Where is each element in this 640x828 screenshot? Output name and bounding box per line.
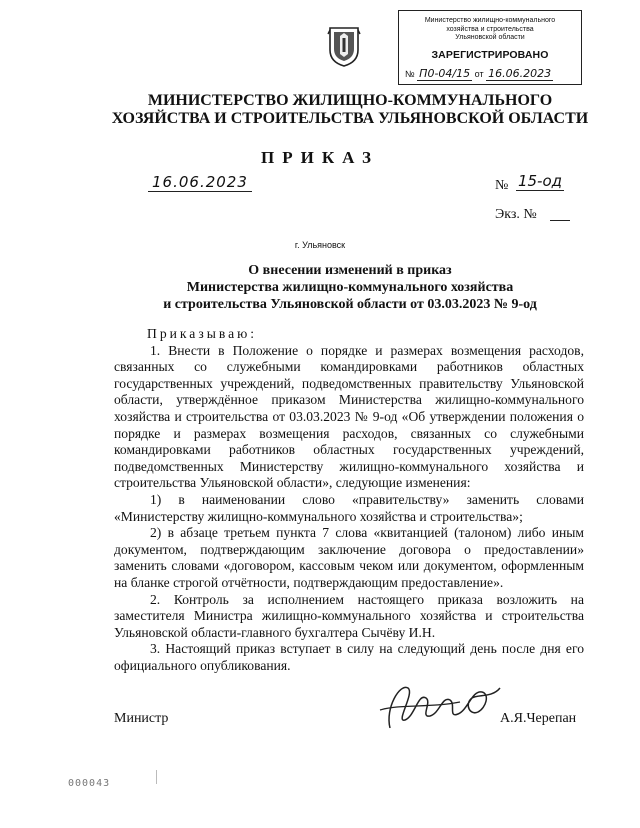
paragraph-1-item-2: 2) в абзаце третьем пункта 7 слова «квитанцией (талоном) либо иным документом, подтверждающим заключение договора о предоставлении» заменить словами «договором, кассовым чеком или документом, оформленным на бланке строгой отчётности, подтверждающим предоставление». (114, 525, 584, 590)
paragraph-1-item-1: 1) в наименовании слово «правительству» заменить словами «Министерству жилищно-коммунального хозяйства и строительства»; (114, 491, 584, 524)
paragraph-2: 2. Контроль за исполнением настоящего приказа возложить на заместителя Министра жилищно-коммунального хозяйства и строительства Ульяновской области-главного бухгалтера Сычёву И.Н. (114, 591, 584, 640)
copy-number-blank (550, 220, 570, 221)
ministry-title: МИНИСТЕРСТВО ЖИЛИЩНО-КОММУНАЛЬНОГО ХОЗЯЙСТВА И СТРОИТЕЛЬСТВА УЛЬЯНОВСКОЙ ОБЛАСТИ (111, 92, 589, 127)
stamp-date: 16.06.2023 (488, 67, 552, 80)
city: г. Ульяновск (294, 240, 346, 250)
order-body (114, 326, 584, 674)
handwritten-signature (360, 668, 510, 738)
signatory-name: А.Я.Черепан (500, 711, 577, 726)
order-subject: О внесении изменений в приказ Министерства жилищно-коммунального хозяйства и строительства Ульяновской области от 03.03.2023 № 9-од (163, 263, 537, 312)
copy-number-label: Экз. № (495, 207, 537, 222)
stamp-organization: Министерство жилищно-коммунального хозяйства и строительства Ульяновской области (424, 17, 556, 42)
coat-of-arms-icon (326, 24, 362, 68)
registration-stamp (398, 10, 582, 85)
order-date: 16.06.2023 (148, 173, 252, 192)
order-number: 15-од (517, 172, 563, 190)
document-type: ПРИКАЗ (261, 148, 379, 167)
stamp-registered-label: ЗАРЕГИСТРИРОВАНО (431, 49, 549, 61)
stamp-number-date: № П0-04/15 от 16.06.2023 (405, 67, 552, 80)
paragraph-3: 3. Настоящий приказ вступает в силу на следующий день после дня его официального опубликования. (114, 641, 584, 673)
signatory-title: Министр (114, 711, 169, 726)
stamp-number: П0-04/15 (419, 67, 471, 80)
order-word: Приказываю: (147, 326, 258, 341)
document-serial-number: 000043 (68, 778, 111, 789)
paragraph-1: 1. Внести в Положение о порядке и размерах возмещения расходов, связанных со служебными командировками работников областных государственных учреждений, подведомственных правительству Ульяновской области, утверждённое приказом Министерства жилищно-коммунального хозяйства и строительства от 03.03.2023 № 9-од «Об утверждении положения о порядке и размерах возмещения расходов, связанных со служебными командировками работников областных государственных учреждений, подведомственных Министерству жилищно-коммунального хозяйства и строительства Ульяновской области», следующие изменения: (114, 342, 584, 491)
order-number-label: № (495, 178, 509, 193)
scan-mark (156, 770, 157, 784)
